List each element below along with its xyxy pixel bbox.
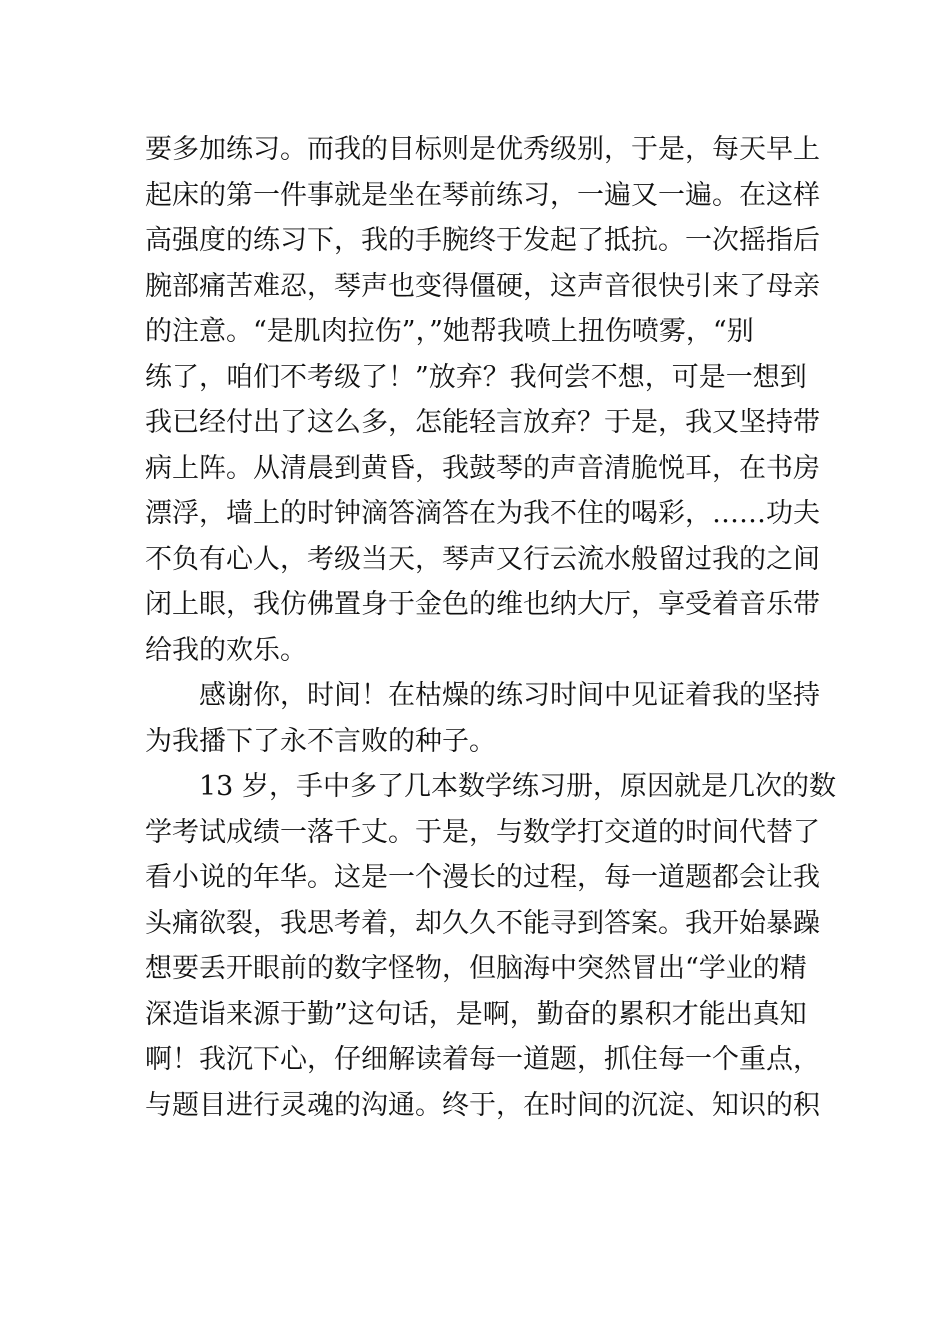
- text-line: 高强度的练习下，我的手腕终于发起了抵抗。一次摇指后: [145, 225, 820, 256]
- text-line: 病上阵。从清晨到黄昏，我鼓琴的声音清脆悦耳，在书房: [145, 452, 820, 484]
- text-line: 深造诣来源于勤”这句话，是啊，勤奋的累积才能出真知: [145, 998, 807, 1030]
- text-line: 起床的第一件事就是坐在琴前练习，一遍又一遍。在这样: [145, 179, 820, 211]
- text-line: 腕部痛苦难忍，琴声也变得僵硬，这声音很快引来了母亲: [145, 270, 820, 302]
- text-line: 漂浮，墙上的时钟滴答滴答在为我不住的喝彩，……功夫: [145, 498, 820, 529]
- paragraph-piano-practice: [145, 127, 820, 673]
- text-line: 啊！我沉下心，仔细解读着每一道题，抓住每一个重点，: [145, 1044, 820, 1075]
- text-line: 闭上眼，我仿佛置身于金色的维也纳大厅，享受着音乐带: [145, 589, 820, 620]
- text-line: 我已经付出了这么多，怎能轻言放弃？于是，我又坚持带: [145, 407, 820, 438]
- paragraph-thanks-time: [145, 673, 820, 764]
- text-line: 的注意。“是肌肉拉伤”，”她帮我喷上扭伤喷雾，“别: [145, 316, 754, 347]
- text-line: 感谢你，时间！在枯燥的练习时间中见证着我的坚持: [199, 680, 820, 711]
- text-line: 13 岁，手中多了几本数学练习册，原因就是几次的数: [199, 771, 836, 802]
- text-line: 与题目进行灵魂的沟通。终于，在时间的沉淀、知识的积: [145, 1089, 820, 1121]
- text-line: 要多加练习。而我的目标则是优秀级别，于是，每天早上: [145, 134, 820, 165]
- text-line: 不负有心人，考级当天，琴声又行云流水般留过我的之间: [145, 543, 820, 575]
- text-line: 学考试成绩一落千丈。于是，与数学打交道的时间代替了: [145, 816, 820, 848]
- text-line: 给我的欢乐。: [145, 634, 307, 666]
- body-text: [145, 127, 836, 1128]
- text-line: 想要丢开眼前的数字怪物，但脑海中突然冒出“学业的精: [145, 953, 807, 984]
- paragraph-math-practice: [145, 764, 836, 1128]
- text-line: 练了，咱们不考级了！”放弃？我何尝不想，可是一想到: [145, 361, 807, 393]
- text-line: 头痛欲裂，我思考着，却久久不能寻到答案。我开始暴躁: [145, 907, 820, 939]
- text-line: 为我播下了永不言败的种子。: [145, 725, 496, 757]
- text-line: 看小说的年华。这是一个漫长的过程，每一道题都会让我: [145, 862, 820, 893]
